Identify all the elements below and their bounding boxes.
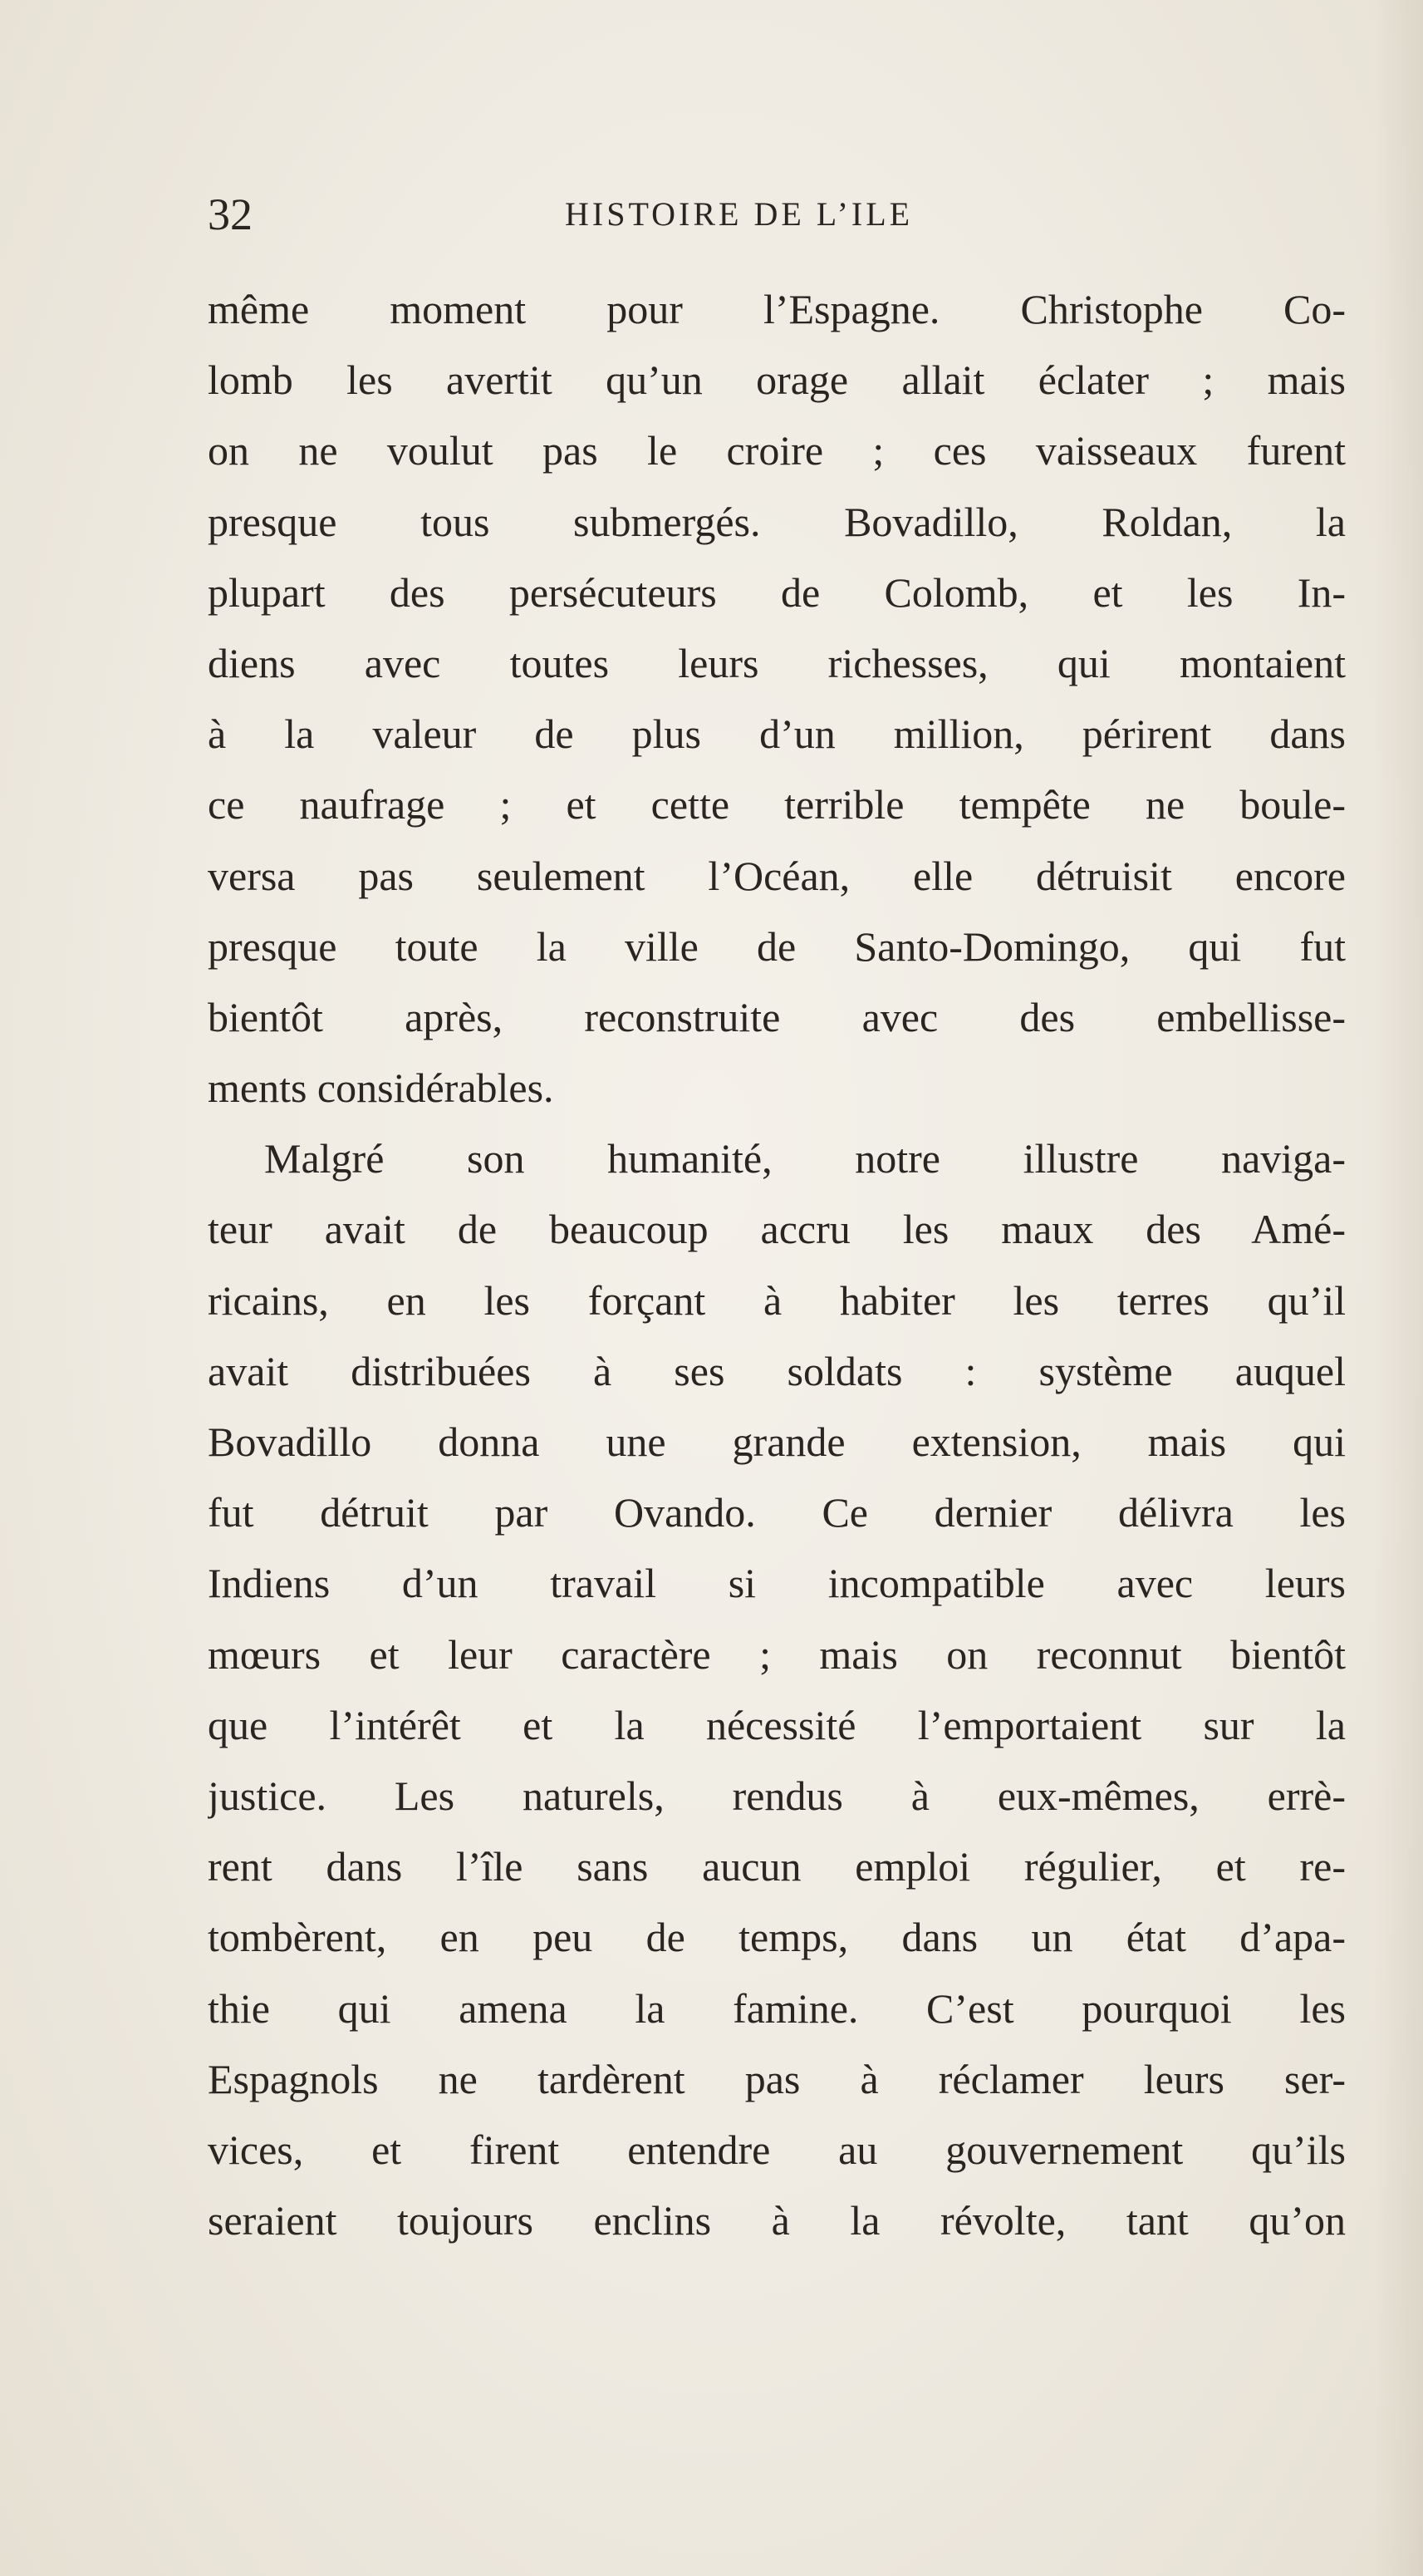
- text-line: teur avait de beaucoup accru les maux des Amé-: [208, 1206, 1346, 1253]
- text-line: bientôt après, reconstruite avec des embellisse-: [208, 993, 1346, 1040]
- body-text: [208, 274, 1346, 2256]
- text-line: tombèrent, en peu de temps, dans un état d’apa-: [208, 1914, 1346, 1961]
- paragraph-end-line: ments considérables.: [208, 1064, 554, 1112]
- text-line: justice. Les naturels, rendus à eux-mêmes, errè-: [208, 1772, 1346, 1819]
- page-header: [208, 181, 1346, 248]
- text-line: on ne voulut pas le croire ; ces vaisseaux furent: [208, 427, 1346, 474]
- text-line: vices, et firent entendre au gouvernement qu’ils: [208, 2126, 1346, 2173]
- text-line: presque tous submergés. Bovadillo, Roldan, la: [208, 498, 1346, 545]
- text-line: rent dans l’île sans aucun emploi régulier, et re-: [208, 1843, 1346, 1890]
- text-line: versa pas seulement l’Océan, elle détruisit encore: [208, 852, 1346, 899]
- text-line: mœurs et leur caractère ; mais on reconnut bientôt: [208, 1630, 1346, 1678]
- text-line: fut détruit par Ovando. Ce dernier délivra les: [208, 1489, 1346, 1536]
- text-line: thie qui amena la famine. C’est pourquoi les: [208, 1984, 1346, 2032]
- text-line: avait distribuées à ses soldats : système auquel: [208, 1347, 1346, 1394]
- text-line: à la valeur de plus d’un million, périrent dans: [208, 710, 1346, 758]
- text-line: Bovadillo donna une grande extension, mais qui: [208, 1418, 1346, 1465]
- page-number: 32: [208, 189, 253, 239]
- text-line: plupart des persécuteurs de Colomb, et les In-: [208, 568, 1346, 616]
- text-line: que l’intérêt et la nécessité l’emportaient sur la: [208, 1701, 1346, 1748]
- text-line: même moment pour l’Espagne. Christophe Co-: [208, 286, 1346, 332]
- text-line: Espagnols ne tardèrent pas à réclamer leurs ser-: [208, 2055, 1346, 2102]
- text-line: presque toute la ville de Santo-Domingo, qui fut: [208, 922, 1346, 970]
- text-line: ricains, en les forçant à habiter les terres qu’il: [208, 1276, 1346, 1324]
- text-line: seraient toujours enclins à la révolte, tant qu’on: [208, 2197, 1346, 2244]
- text-line: Indiens d’un travail si incompatible avec leurs: [208, 1560, 1346, 1607]
- text-line: diens avec toutes leurs richesses, qui montaient: [208, 639, 1346, 686]
- text-line: lomb les avertit qu’un orage allait éclater ; mais: [208, 356, 1346, 404]
- text-line: ce naufrage ; et cette terrible tempête ne boule-: [208, 781, 1346, 828]
- running-head: HISTOIRE DE L’ILE: [565, 195, 914, 233]
- paragraph-start-line: Malgré son humanité, notre illustre naviga-: [264, 1135, 1346, 1182]
